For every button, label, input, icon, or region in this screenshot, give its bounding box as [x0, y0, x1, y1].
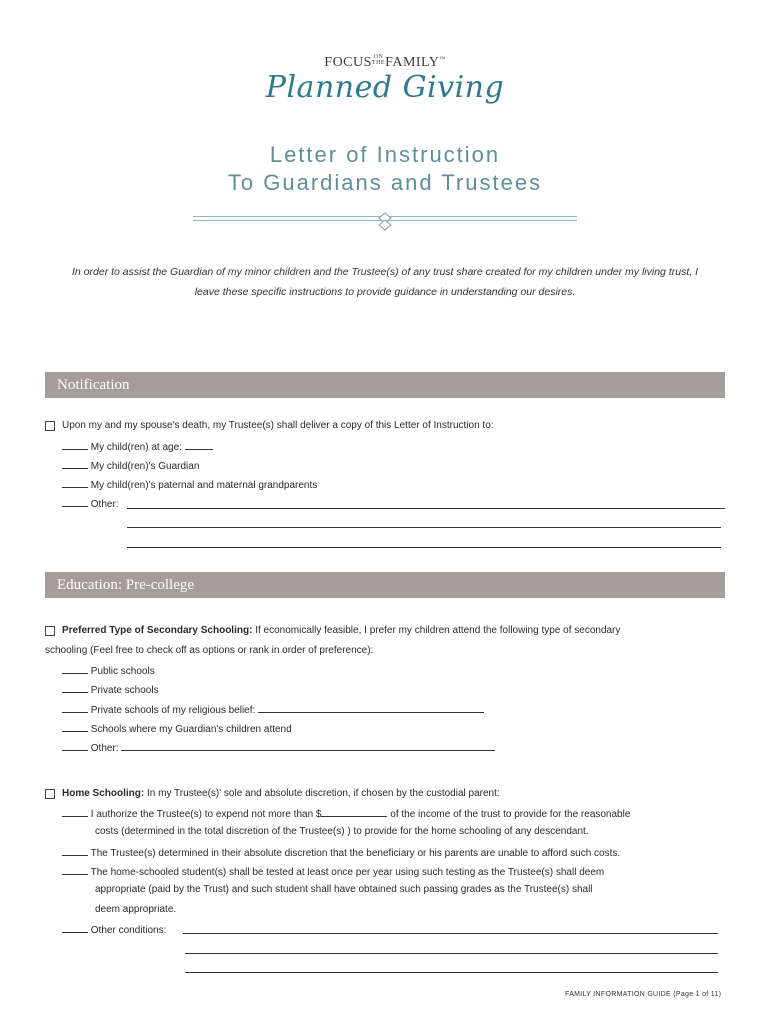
notification-checkbox-text: Upon my and my spouse's death, my Trustee(s) shall deliver a copy of this Letter of Instruction to: [62, 420, 494, 431]
page-title-line1: Letter of Instruction [269, 142, 501, 167]
secondary-schooling-text: Preferred Type of Secondary Schooling: If economically feasible, I prefer my children attend the following type of secondary [62, 625, 621, 636]
notification-other-line-1[interactable] [127, 508, 725, 509]
secondary-schooling-checkbox[interactable] [45, 626, 55, 636]
notification-item-guardian: My child(ren)'s Guardian [62, 459, 199, 472]
home-item-other: Other conditions: [62, 923, 166, 936]
secondary-item-religious: Private schools of my religious belief: [62, 703, 484, 716]
home-item-tested-2: appropriate (paid by the Trust) and such student shall have obtained such passing grades as the Trustee(s) shall [95, 884, 593, 895]
secondary-item-public: Public schools [62, 664, 155, 677]
logo-script: Planned Giving [265, 70, 505, 105]
blank-line[interactable] [62, 741, 88, 751]
age-blank[interactable] [185, 440, 213, 450]
blank-line[interactable] [62, 703, 88, 713]
secondary-other-blank[interactable] [121, 741, 495, 751]
blank-line[interactable] [62, 807, 88, 817]
home-item-authorize: I authorize the Trustee(s) to expend not more than $ of the income of the trust to provide for the reasonable [62, 807, 630, 820]
blank-line[interactable] [62, 683, 88, 693]
section-header-education: Education: Pre-college [45, 572, 725, 598]
religious-blank[interactable] [258, 703, 484, 713]
notification-other-line-2[interactable] [127, 527, 721, 528]
notification-item-grandparents: My child(ren)'s paternal and maternal grandparents [62, 478, 317, 491]
ornament-divider [193, 212, 577, 234]
blank-line[interactable] [62, 497, 88, 507]
home-schooling-text: Home Schooling: In my Trustee(s)' sole and absolute discretion, if chosen by the custodial parent: [62, 788, 500, 799]
home-schooling-checkbox[interactable] [45, 789, 55, 799]
notification-checkbox[interactable] [45, 421, 55, 431]
secondary-item-other: Other: [62, 741, 495, 754]
secondary-item-private: Private schools [62, 683, 159, 696]
notification-item-age: My child(ren) at age: [62, 440, 213, 453]
blank-line[interactable] [62, 459, 88, 469]
secondary-schooling-text-2: schooling (Feel free to check off as options or rank in order of preference): [45, 645, 374, 656]
logo-org-left: FOCUS [324, 55, 372, 70]
home-item-authorize-2: costs (determined in the total discretion of the Trustee(s) ) to provide for the home schooling of any descendant. [95, 826, 589, 837]
blank-line[interactable] [62, 923, 88, 933]
secondary-item-guardian-schools: Schools where my Guardian's children attend [62, 722, 292, 735]
page-footer: FAMILY INFORMATION GUIDE (Page 1 of 11) [565, 991, 722, 998]
home-item-afford: The Trustee(s) determined in their absolute discretion that the beneficiary or his parents are unable to afford such costs. [62, 846, 620, 859]
logo-org-small: ON THE [371, 54, 386, 66]
blank-line[interactable] [62, 440, 88, 450]
home-other-line-2[interactable] [185, 953, 718, 954]
home-other-line-3[interactable] [185, 972, 718, 973]
intro-paragraph: In order to assist the Guardian of my minor children and the Trustee(s) of any trust share created for my children under my living trust, I leave these specific instructions to provide guidance in understanding our desires. [72, 266, 698, 298]
blank-line[interactable] [62, 722, 88, 732]
organization-logo: FOCUS ON THEFAMILY™ [324, 54, 446, 70]
home-item-tested-3: deem appropriate. [95, 904, 177, 915]
notification-other-line-3[interactable] [127, 547, 721, 548]
diamond-ornament-icon [375, 212, 395, 234]
home-other-line-1[interactable] [183, 933, 718, 934]
logo-org-right: FAMILY [385, 55, 440, 70]
blank-line[interactable] [62, 664, 88, 674]
amount-blank[interactable] [321, 807, 387, 817]
blank-line[interactable] [62, 846, 88, 856]
notification-item-other: Other: [62, 497, 119, 510]
blank-line[interactable] [62, 865, 88, 875]
page-title-line2: To Guardians and Trustees [227, 170, 543, 195]
home-item-tested: The home-schooled student(s) shall be tested at least once per year using such testing as the Trustee(s) shall deem [62, 865, 604, 878]
blank-line[interactable] [62, 478, 88, 488]
section-header-notification: Notification [45, 372, 725, 398]
